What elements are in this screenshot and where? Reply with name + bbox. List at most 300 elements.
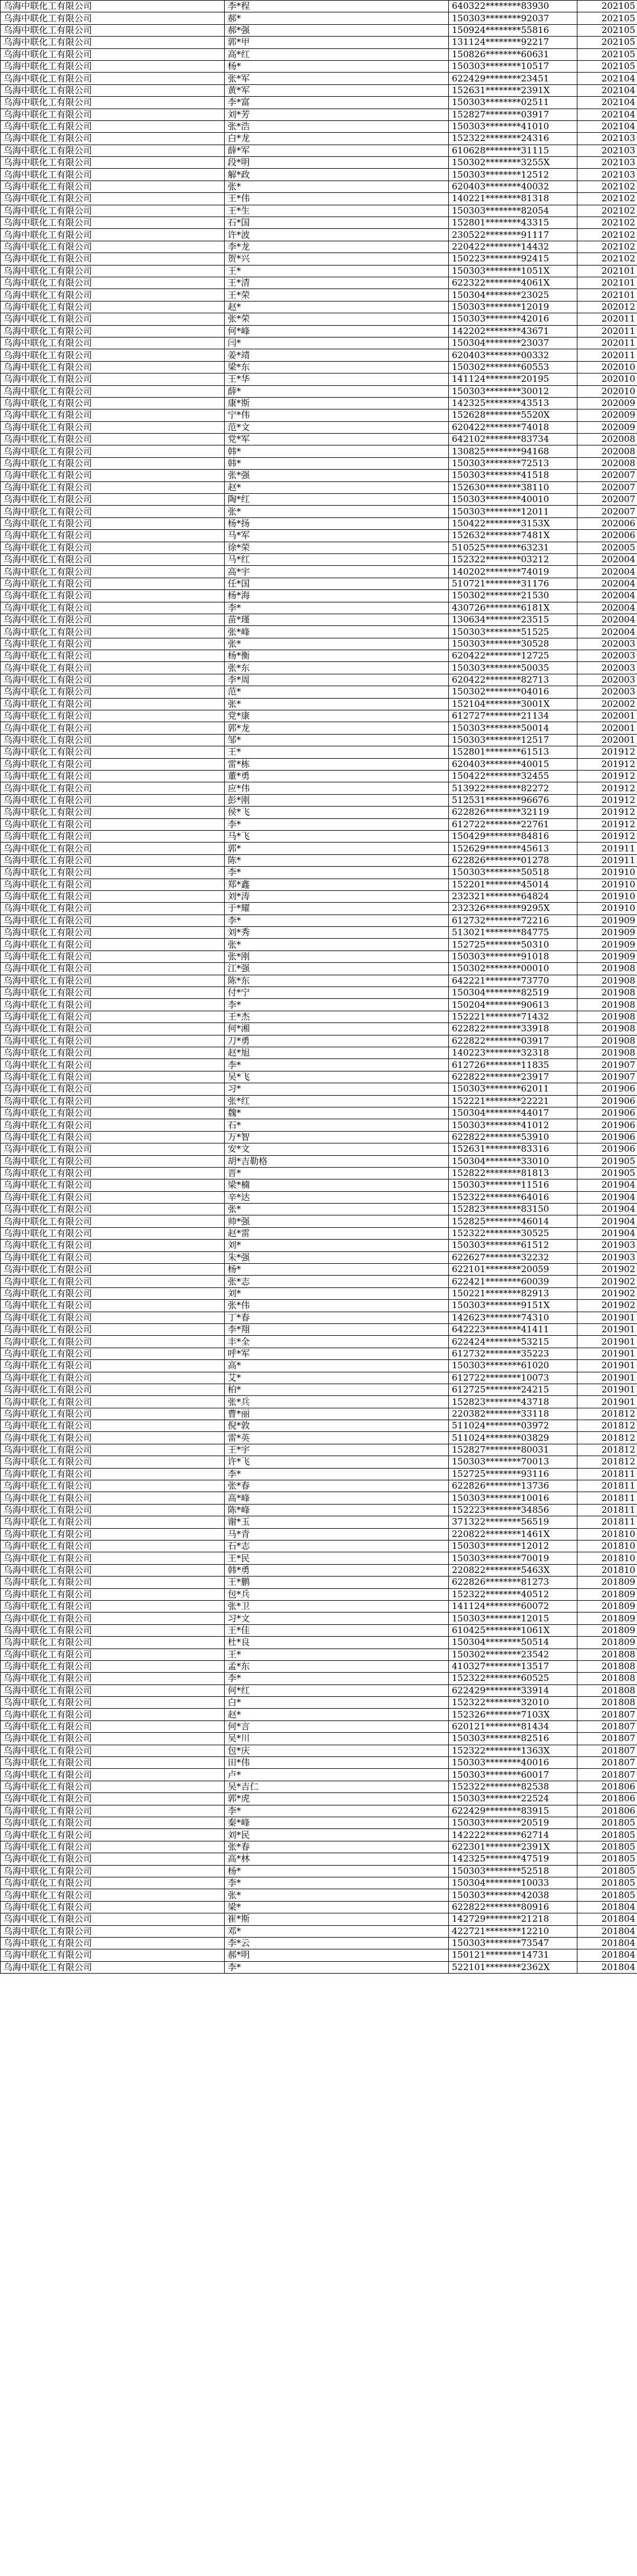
company-cell: 乌海中联化工有限公司 [1, 48, 225, 60]
company-cell: 乌海中联化工有限公司 [1, 1204, 225, 1215]
table-row [1, 1204, 637, 1215]
id-cell: 141124********20195 [449, 373, 577, 385]
period-cell: 201811 [577, 1504, 637, 1516]
company-cell: 乌海中联化工有限公司 [1, 1480, 225, 1492]
period-cell: 201904 [577, 1204, 637, 1215]
period-cell: 202103 [577, 157, 637, 169]
period-cell: 202010 [577, 361, 637, 373]
period-cell: 202007 [577, 470, 637, 481]
table-body [1, 1, 637, 1974]
table-row [1, 506, 637, 517]
period-cell: 202008 [577, 457, 637, 469]
name-cell: 安*文 [225, 1143, 449, 1155]
period-cell: 202104 [577, 97, 637, 109]
table-row [1, 939, 637, 951]
period-cell: 201808 [577, 1697, 637, 1709]
id-cell: 142222********62714 [449, 1829, 577, 1841]
id-cell: 620403********40032 [449, 181, 577, 192]
id-cell: 152725********93116 [449, 1468, 577, 1480]
company-cell: 乌海中联化工有限公司 [1, 1492, 225, 1504]
company-cell: 乌海中联化工有限公司 [1, 385, 225, 397]
period-cell: 201912 [577, 818, 637, 830]
period-cell: 201912 [577, 758, 637, 770]
table-row [1, 157, 637, 169]
id-cell: 622826********01278 [449, 854, 577, 866]
period-cell: 201903 [577, 1240, 637, 1251]
company-cell: 乌海中联化工有限公司 [1, 1444, 225, 1456]
name-cell: 马*军 [225, 530, 449, 542]
table-row [1, 1059, 637, 1071]
period-cell: 202011 [577, 313, 637, 325]
table-row [1, 1552, 637, 1564]
table-row [1, 1251, 637, 1263]
table-row [1, 1095, 637, 1107]
company-cell: 乌海中联化工有限公司 [1, 1312, 225, 1323]
id-cell: 152322********24316 [449, 133, 577, 145]
name-cell: 王* [225, 1648, 449, 1660]
table-row [1, 975, 637, 987]
company-cell: 乌海中联化工有限公司 [1, 24, 225, 36]
table-row [1, 494, 637, 506]
id-cell: 230522********91117 [449, 229, 577, 241]
period-cell: 202004 [577, 566, 637, 578]
table-row [1, 1853, 637, 1865]
name-cell: 陶*红 [225, 494, 449, 506]
table-row [1, 1901, 637, 1913]
table-row [1, 1709, 637, 1720]
name-cell: 胡*吉勒格 [225, 1155, 449, 1167]
company-cell: 乌海中联化工有限公司 [1, 890, 225, 902]
period-cell: 201805 [577, 1829, 637, 1841]
company-cell: 乌海中联化工有限公司 [1, 457, 225, 469]
company-cell: 乌海中联化工有限公司 [1, 734, 225, 746]
table-row [1, 1119, 637, 1131]
period-cell: 202007 [577, 494, 637, 506]
period-cell: 201808 [577, 1684, 637, 1696]
period-cell: 201908 [577, 1035, 637, 1047]
name-cell: 李* [225, 602, 449, 614]
company-cell: 乌海中联化工有限公司 [1, 903, 225, 915]
name-cell: 张*浩 [225, 120, 449, 132]
id-cell: 371322********56519 [449, 1516, 577, 1528]
name-cell: 曹*丽 [225, 1408, 449, 1420]
table-row [1, 481, 637, 493]
company-cell: 乌海中联化工有限公司 [1, 1095, 225, 1107]
name-cell: 黄*军 [225, 84, 449, 96]
id-cell: 622822********80916 [449, 1901, 577, 1913]
name-cell: 康*斯 [225, 397, 449, 409]
company-cell: 乌海中联化工有限公司 [1, 1769, 225, 1781]
id-cell: 150303********60017 [449, 1769, 577, 1781]
table-row [1, 1613, 637, 1624]
name-cell: 王*宇 [225, 1444, 449, 1456]
table-row [1, 241, 637, 253]
company-cell: 乌海中联化工有限公司 [1, 1323, 225, 1335]
name-cell: 倪*敦 [225, 1420, 449, 1432]
id-cell: 150303********02511 [449, 97, 577, 109]
id-cell: 150826********60631 [449, 48, 577, 60]
company-cell: 乌海中联化工有限公司 [1, 854, 225, 866]
id-cell: 220382********33118 [449, 1408, 577, 1420]
period-cell: 201807 [577, 1733, 637, 1745]
name-cell: 张* [225, 939, 449, 951]
company-cell: 乌海中联化工有限公司 [1, 1889, 225, 1901]
period-cell: 202001 [577, 734, 637, 746]
period-cell: 201812 [577, 1408, 637, 1420]
id-cell: 152326********7103X [449, 1709, 577, 1720]
table-row [1, 301, 637, 313]
period-cell: 201909 [577, 927, 637, 939]
name-cell: 李* [225, 1059, 449, 1071]
table-row [1, 1227, 637, 1239]
table-row [1, 421, 637, 433]
name-cell: 何*峰 [225, 325, 449, 337]
company-cell: 乌海中联化工有限公司 [1, 1468, 225, 1480]
id-cell: 150303********12517 [449, 734, 577, 746]
company-cell: 乌海中联化工有限公司 [1, 963, 225, 975]
table-row [1, 854, 637, 866]
table-row [1, 73, 637, 84]
company-cell: 乌海中联化工有限公司 [1, 1191, 225, 1203]
name-cell: 姜*靖 [225, 349, 449, 361]
id-cell: 150303********30528 [449, 638, 577, 650]
id-cell: 622424********53215 [449, 1336, 577, 1348]
table-row [1, 205, 637, 217]
table-row [1, 1492, 637, 1504]
period-cell: 201812 [577, 1456, 637, 1468]
company-cell: 乌海中联化工有限公司 [1, 867, 225, 879]
id-cell: 150303********10016 [449, 1492, 577, 1504]
id-cell: 150303********9151X [449, 1300, 577, 1312]
period-cell: 201901 [577, 1384, 637, 1395]
table-row [1, 843, 637, 854]
name-cell: 郭* [225, 843, 449, 854]
name-cell: 张*刚 [225, 951, 449, 962]
id-cell: 152823********83150 [449, 1204, 577, 1215]
company-cell: 乌海中联化工有限公司 [1, 1552, 225, 1564]
id-cell: 152221********22221 [449, 1095, 577, 1107]
company-cell: 乌海中联化工有限公司 [1, 445, 225, 457]
id-cell: 622826********81273 [449, 1577, 577, 1588]
id-cell: 150303********1051X [449, 265, 577, 277]
period-cell: 201912 [577, 746, 637, 758]
name-cell: 呼*军 [225, 1348, 449, 1359]
company-cell: 乌海中联化工有限公司 [1, 722, 225, 734]
table-row [1, 1276, 637, 1287]
name-cell: 魏* [225, 1107, 449, 1119]
period-cell: 202001 [577, 722, 637, 734]
name-cell: 李*翔 [225, 1323, 449, 1335]
period-cell: 201909 [577, 915, 637, 926]
name-cell: 王*佳 [225, 1624, 449, 1636]
name-cell: 杜*良 [225, 1637, 449, 1648]
period-cell: 202003 [577, 674, 637, 686]
table-row [1, 951, 637, 962]
company-cell: 乌海中联化工有限公司 [1, 1287, 225, 1299]
name-cell: 任*国 [225, 578, 449, 589]
name-cell: 陈* [225, 854, 449, 866]
table-row [1, 1913, 637, 1925]
id-cell: 152223********34856 [449, 1504, 577, 1516]
name-cell: 张*红 [225, 1095, 449, 1107]
name-cell: 石*志 [225, 1541, 449, 1552]
name-cell: 范*文 [225, 421, 449, 433]
period-cell: 201910 [577, 879, 637, 890]
period-cell: 201805 [577, 1853, 637, 1865]
table-row [1, 24, 637, 36]
period-cell: 201810 [577, 1564, 637, 1576]
name-cell: 陈*峰 [225, 1504, 449, 1516]
id-cell: 610425********1061X [449, 1624, 577, 1636]
period-cell: 202101 [577, 277, 637, 289]
id-cell: 150303********12019 [449, 301, 577, 313]
company-cell: 乌海中联化工有限公司 [1, 1600, 225, 1612]
id-cell: 152322********82538 [449, 1781, 577, 1792]
company-cell: 乌海中联化工有限公司 [1, 1937, 225, 1949]
name-cell: 王*民 [225, 1552, 449, 1564]
period-cell: 202006 [577, 517, 637, 529]
table-row [1, 1191, 637, 1203]
name-cell: 白* [225, 1697, 449, 1709]
name-cell: 张*伟 [225, 1300, 449, 1312]
table-row [1, 1420, 637, 1432]
name-cell: 苗*瑾 [225, 614, 449, 625]
id-cell: 150304********23025 [449, 289, 577, 301]
id-cell: 152221********71432 [449, 1011, 577, 1022]
id-cell: 620422********82713 [449, 674, 577, 686]
company-cell: 乌海中联化工有限公司 [1, 1384, 225, 1395]
id-cell: 152322********1363X [449, 1745, 577, 1756]
id-cell: 620422********12725 [449, 650, 577, 662]
period-cell: 201809 [577, 1624, 637, 1636]
company-cell: 乌海中联化工有限公司 [1, 157, 225, 169]
id-cell: 622826********13736 [449, 1480, 577, 1492]
table-row [1, 1348, 637, 1359]
company-cell: 乌海中联化工有限公司 [1, 1119, 225, 1131]
period-cell: 201906 [577, 1095, 637, 1107]
name-cell: 高*峰 [225, 1492, 449, 1504]
period-cell: 201809 [577, 1613, 637, 1624]
company-cell: 乌海中联化工有限公司 [1, 349, 225, 361]
period-cell: 201910 [577, 890, 637, 902]
period-cell: 202105 [577, 1, 637, 12]
id-cell: 140221********81318 [449, 193, 577, 205]
period-cell: 201901 [577, 1323, 637, 1335]
id-cell: 620403********00332 [449, 349, 577, 361]
name-cell: 李* [225, 1961, 449, 1973]
table-row [1, 1432, 637, 1444]
id-cell: 220822********5463X [449, 1564, 577, 1576]
table-row [1, 1769, 637, 1781]
period-cell: 201901 [577, 1360, 637, 1372]
company-cell: 乌海中联化工有限公司 [1, 710, 225, 722]
table-row [1, 470, 637, 481]
company-cell: 乌海中联化工有限公司 [1, 1107, 225, 1119]
company-cell: 乌海中联化工有限公司 [1, 1733, 225, 1745]
id-cell: 142729********21218 [449, 1913, 577, 1925]
name-cell: 张*春 [225, 1841, 449, 1853]
company-cell: 乌海中联化工有限公司 [1, 1143, 225, 1155]
id-cell: 522101********2362X [449, 1961, 577, 1973]
id-cell: 150303********41518 [449, 470, 577, 481]
period-cell: 202101 [577, 265, 637, 277]
name-cell: 包*兵 [225, 1588, 449, 1600]
company-cell: 乌海中联化工有限公司 [1, 879, 225, 890]
table-row [1, 867, 637, 879]
table-row [1, 1577, 637, 1588]
table-row [1, 686, 637, 698]
period-cell: 201909 [577, 939, 637, 951]
name-cell: 薛*军 [225, 145, 449, 156]
name-cell: 张* [225, 698, 449, 710]
company-cell: 乌海中联化工有限公司 [1, 1336, 225, 1348]
period-cell: 201902 [577, 1264, 637, 1276]
company-cell: 乌海中联化工有限公司 [1, 181, 225, 192]
name-cell: 何*湘 [225, 1023, 449, 1035]
period-cell: 201804 [577, 1937, 637, 1949]
id-cell: 612732********35223 [449, 1348, 577, 1359]
id-cell: 142623********74310 [449, 1312, 577, 1323]
company-cell: 乌海中联化工有限公司 [1, 1408, 225, 1420]
company-cell: 乌海中联化工有限公司 [1, 1865, 225, 1877]
company-cell: 乌海中联化工有限公司 [1, 1215, 225, 1227]
name-cell: 应*伟 [225, 782, 449, 794]
table-row [1, 1624, 637, 1636]
table-row [1, 1805, 637, 1817]
company-cell: 乌海中联化工有限公司 [1, 650, 225, 662]
period-cell: 201810 [577, 1552, 637, 1564]
company-cell: 乌海中联化工有限公司 [1, 1456, 225, 1468]
table-row [1, 1648, 637, 1660]
company-cell: 乌海中联化工有限公司 [1, 698, 225, 710]
company-cell: 乌海中联化工有限公司 [1, 578, 225, 589]
period-cell: 202007 [577, 481, 637, 493]
period-cell: 201906 [577, 1143, 637, 1155]
name-cell: 李*周 [225, 674, 449, 686]
table-row [1, 758, 637, 770]
period-cell: 201806 [577, 1793, 637, 1805]
company-cell: 乌海中联化工有限公司 [1, 1131, 225, 1143]
id-cell: 642223********41411 [449, 1323, 577, 1335]
name-cell: 李* [225, 915, 449, 926]
name-cell: 丁*春 [225, 1312, 449, 1323]
period-cell: 201804 [577, 1913, 637, 1925]
company-cell: 乌海中联化工有限公司 [1, 999, 225, 1011]
name-cell: 习*文 [225, 1613, 449, 1624]
id-cell: 152822********81813 [449, 1167, 577, 1179]
period-cell: 201906 [577, 1107, 637, 1119]
period-cell: 202102 [577, 181, 637, 192]
id-cell: 622429********23451 [449, 73, 577, 84]
id-cell: 620403********40015 [449, 758, 577, 770]
id-cell: 150303********82054 [449, 205, 577, 217]
table-row [1, 794, 637, 806]
table-row [1, 1949, 637, 1961]
company-cell: 乌海中联化工有限公司 [1, 1071, 225, 1083]
table-row [1, 1131, 637, 1143]
table-row [1, 193, 637, 205]
period-cell: 202010 [577, 385, 637, 397]
period-cell: 201911 [577, 843, 637, 854]
company-cell: 乌海中联化工有限公司 [1, 73, 225, 84]
id-cell: 622826********32119 [449, 807, 577, 818]
company-cell: 乌海中联化工有限公司 [1, 289, 225, 301]
table-row [1, 1083, 637, 1095]
company-cell: 乌海中联化工有限公司 [1, 1023, 225, 1035]
name-cell: 田*伟 [225, 1757, 449, 1769]
company-cell: 乌海中联化工有限公司 [1, 517, 225, 529]
id-cell: 622822********53910 [449, 1131, 577, 1143]
period-cell: 202003 [577, 638, 637, 650]
name-cell: 李* [225, 1805, 449, 1817]
company-cell: 乌海中联化工有限公司 [1, 1588, 225, 1600]
id-cell: 612722********10073 [449, 1372, 577, 1384]
company-cell: 乌海中联化工有限公司 [1, 361, 225, 373]
company-cell: 乌海中联化工有限公司 [1, 1793, 225, 1805]
name-cell: 郑*鑫 [225, 879, 449, 890]
company-cell: 乌海中联化工有限公司 [1, 807, 225, 818]
period-cell: 201807 [577, 1709, 637, 1720]
period-cell: 201810 [577, 1541, 637, 1552]
period-cell: 201807 [577, 1769, 637, 1781]
id-cell: 640322********83930 [449, 1, 577, 12]
id-cell: 642102********83734 [449, 434, 577, 445]
name-cell: 王*杰 [225, 1011, 449, 1022]
table-row [1, 722, 637, 734]
table-row [1, 397, 637, 409]
id-cell: 152322********64016 [449, 1191, 577, 1203]
table-row [1, 1167, 637, 1179]
name-cell: 石*国 [225, 217, 449, 229]
id-cell: 511024********03829 [449, 1432, 577, 1444]
name-cell: 秦*峰 [225, 1817, 449, 1828]
id-cell: 622627********32232 [449, 1251, 577, 1263]
name-cell: 侯*飞 [225, 807, 449, 818]
period-cell: 202007 [577, 506, 637, 517]
period-cell: 201902 [577, 1300, 637, 1312]
period-cell: 202004 [577, 626, 637, 638]
name-cell: 柏* [225, 1384, 449, 1395]
table-row [1, 818, 637, 830]
table-row [1, 662, 637, 674]
period-cell: 201809 [577, 1637, 637, 1648]
name-cell: 宁*伟 [225, 409, 449, 421]
period-cell: 201805 [577, 1877, 637, 1889]
table-row [1, 1757, 637, 1769]
id-cell: 152823********43718 [449, 1396, 577, 1408]
table-row [1, 1011, 637, 1022]
name-cell: 范* [225, 686, 449, 698]
company-cell: 乌海中联化工有限公司 [1, 1300, 225, 1312]
id-cell: 152632********7481X [449, 530, 577, 542]
name-cell: 高*宇 [225, 566, 449, 578]
company-cell: 乌海中联化工有限公司 [1, 818, 225, 830]
id-cell: 152201********45014 [449, 879, 577, 890]
name-cell: 王*华 [225, 373, 449, 385]
company-cell: 乌海中联化工有限公司 [1, 1697, 225, 1709]
name-cell: 许*飞 [225, 1456, 449, 1468]
id-cell: 430726********6181X [449, 602, 577, 614]
name-cell: 张* [225, 638, 449, 650]
table-row [1, 1684, 637, 1696]
period-cell: 201903 [577, 1251, 637, 1263]
table-row [1, 1143, 637, 1155]
name-cell: 梁*东 [225, 361, 449, 373]
table-row [1, 1179, 637, 1191]
period-cell: 202004 [577, 553, 637, 565]
table-row [1, 1588, 637, 1600]
period-cell: 202011 [577, 325, 637, 337]
